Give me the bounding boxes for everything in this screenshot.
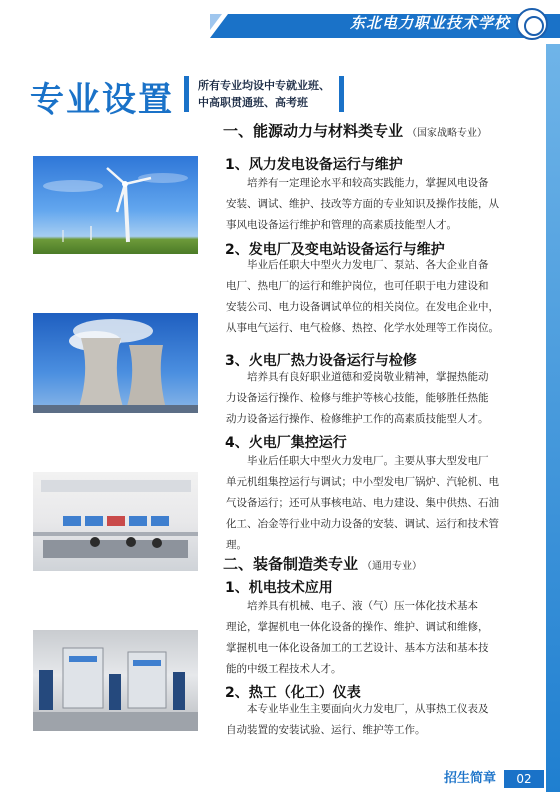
- bracket-right: [339, 76, 344, 112]
- description-line: 理论，掌握机电一体化设备的操作、维护、调试和维修，: [226, 621, 489, 633]
- wind-turbine-photo: [33, 156, 198, 254]
- program-title: 2、发电厂及变电站设备运行与维护: [225, 242, 445, 258]
- subtitle-box: [184, 76, 344, 112]
- description-line: 培养有一定理论水平和较高实践能力，掌握风电设备: [247, 177, 489, 189]
- section-heading-text: 一、能源动力与材料类专业: [223, 122, 404, 140]
- description-line: 本专业毕业生主要面向火力发电厂，从事热工仪表及: [247, 703, 489, 715]
- program-title: 1、机电技术应用: [225, 580, 333, 596]
- footer-label: 招生简章: [443, 771, 496, 786]
- description-line: 安装公司、电力设备调试单位的相关岗位。在发电企业中，: [226, 301, 499, 313]
- section-heading-equipment: [223, 553, 422, 574]
- description-line: 掌握机电一体化设备加工的工艺设计、基本方法和基本技: [226, 642, 489, 654]
- description-line: 电厂、热电厂的运行和维护岗位，也可任职于电力建设和: [226, 280, 489, 292]
- description-line: 力设备运行操作、检修与维护等核心技能，能够胜任热能: [226, 392, 489, 404]
- right-edge-bar: [546, 44, 560, 792]
- school-logo-icon: [516, 8, 548, 40]
- description-line: 自动装置的安装试验、运行、维护等工作。: [226, 724, 426, 736]
- description-line: 动力设备运行操作、检修维护工作的高素质技能型人才。: [226, 413, 489, 425]
- description-line: 安装、调试、维护、技改等方面的专业知识及操作技能，从: [226, 198, 499, 210]
- program-title: 4、火电厂集控运行: [225, 435, 347, 451]
- program-description: [226, 451, 520, 556]
- section-note: （国家战略专业）: [407, 128, 488, 139]
- description-line: 毕业后任职大中型火力发电厂、泵站、各大企业自备: [247, 259, 489, 271]
- description-line: 事风电设备运行维护和管理的高素质技能型人才。: [226, 219, 457, 231]
- program-title: 1、风力发电设备运行与维护: [225, 157, 403, 173]
- program-description: [226, 367, 520, 430]
- program-description: [226, 173, 520, 236]
- page-number: 02: [504, 770, 544, 788]
- program-title: 3、火电厂热力设备运行与检修: [225, 353, 417, 369]
- description-line: 从事电气运行、电气检修、热控、化学水处理等工作岗位。: [226, 322, 499, 334]
- description-line: 单元机组集控运行与调试；中小型发电厂锅炉、汽轮机、电: [226, 476, 499, 488]
- subtitle-line-2: 中高职贯通班、高考班: [198, 96, 308, 109]
- program-description: [226, 596, 520, 680]
- section-heading-text: 二、装备制造类专业: [223, 555, 359, 573]
- section-note: （通用专业）: [362, 561, 423, 572]
- school-name: 东北电力职业技术学校: [349, 14, 510, 32]
- description-line: 理。: [226, 539, 247, 551]
- description-line: 培养具有良好职业道德和爱岗敬业精神，掌握热能动: [247, 371, 489, 383]
- description-line: 能的中级工程技术人才。: [226, 663, 342, 675]
- lab-workshop-photo: [33, 630, 198, 731]
- page-title: 专业设置: [30, 80, 174, 120]
- description-line: 化工、冶金等行业中动力设备的安装、调试、运行和技术管: [226, 518, 499, 530]
- section-heading-energy: [223, 120, 487, 141]
- program-description: [226, 255, 520, 339]
- description-line: 毕业后任职大中型火力发电厂。主要从事大型发电厂: [247, 455, 489, 467]
- program-title: 2、热工（化工）仪表: [225, 685, 361, 701]
- program-description: [226, 699, 520, 741]
- description-line: 气设备运行；还可从事核电站、电力建设、集中供热、石油: [226, 497, 499, 509]
- description-line: 培养具有机械、电子、液（气）压一体化技术基本: [247, 600, 478, 612]
- cooling-tower-photo: [33, 313, 198, 413]
- control-room-photo: [33, 472, 198, 571]
- subtitle-line-1: 所有专业均设中专就业班、: [198, 79, 330, 92]
- bracket-left: [184, 76, 189, 112]
